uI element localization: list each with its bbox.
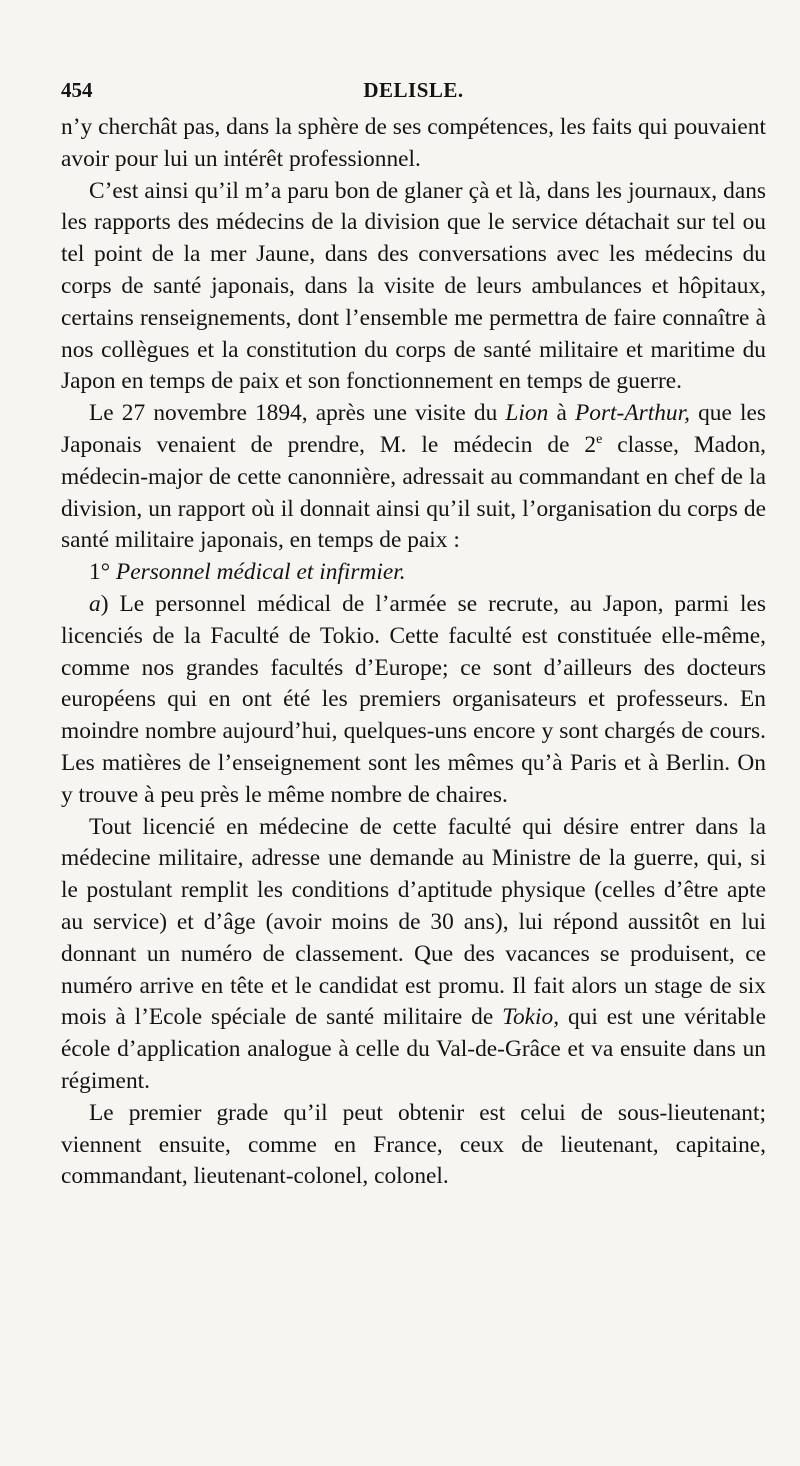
ship-name: Lion <box>505 400 549 427</box>
text-run: Le 27 novembre 1894, après une visite du <box>89 400 506 427</box>
page-body <box>61 112 766 1193</box>
section-heading <box>61 557 766 589</box>
paragraph <box>61 589 766 812</box>
place-name: Port-Arthur, <box>574 400 690 427</box>
paragraph: C’est ainsi qu’il m’a paru bon de glaner çà et là, dans les journaux, dans les rapports des médecins de la division que le service détachait sur tel ou tel point de la mer Jaune, dans des conversations avec les médecins du corps de santé japonais, dans la visite de leurs ambulances et hôpitaux, certains renseignements, dont l’ensemble me permettra de faire connaître à nos collègues et la constitution du corps de santé militaire et maritime du Japon en temps de paix et son fonctionnement en temps de guerre. <box>61 177 766 395</box>
running-title: DELISLE. <box>363 78 464 102</box>
superscript: e <box>596 431 603 448</box>
text-run: classe, Madon, médecin-major de cette canonnière, adressait au commandant en chef de la division, un rapport où il donnait ainsi qu’il suit, l’organisation du corps de santé militaire japonais, en temps de paix : <box>61 431 766 554</box>
text-run: que les Japonais venaient de prendre, M. le médecin de 2 <box>61 400 766 458</box>
text-run: à <box>548 400 575 427</box>
page-number: 454 <box>61 78 93 102</box>
section-number: 1° <box>89 559 111 586</box>
text-run: ) Le personnel médical de l’armée se recrute, au Japon, parmi les licenciés de la Faculté de Tokio. Cette faculté est constituée elle-même, comme nos grandes facultés d’Europe; ce sont d’ailleurs des docteurs européens qui en ont été les premiers organisateurs et professeurs. En moindre nombre aujourd’hui, quelques-uns encore y sont chargés de cours. Les matières de l’enseignement sont les mêmes qu’à Paris et à Berlin. On y trouve à peu près le même nombre de chaires. <box>61 590 766 808</box>
paragraph <box>61 812 766 1098</box>
text-run: qui est une véritable école d’application analogue à celle du Val-de-Grâce et va ensuite dans un régiment. <box>61 1004 766 1094</box>
place-name: Tokio, <box>502 1004 560 1031</box>
text-run: Tout licencié en médecine de cette faculté qui désire entrer dans la médecine militaire, adresse une demande au Ministre de la guerre, qui, si le postulant remplit les conditions d’aptitude physique (celles d’être apte au service) et d’âge (avoir moins de 30 ans), lui répond aussitôt en lui donnant un numéro de classement. Que des vacances se produisent, ce numéro arrive en tête et le candidat est promu. Il fait alors un stage de six mois à l’Ecole spéciale de santé militaire de <box>61 813 766 1031</box>
paragraph-continuation: n’y cherchât pas, dans la sphère de ses compétences, les faits qui pouvaient avoir pour lui un intérêt professionnel. <box>61 114 766 172</box>
section-title: Personnel médical et infirmier. <box>115 559 406 586</box>
paragraph: Le premier grade qu’il peut obtenir est celui de sous-lieutenant; viennent ensuite, comme en France, ceux de lieutenant, capitaine, commandant, lieutenant-colonel, colonel. <box>61 1099 766 1190</box>
item-label: a <box>89 590 101 617</box>
paragraph <box>61 398 766 557</box>
page-header <box>61 74 766 114</box>
